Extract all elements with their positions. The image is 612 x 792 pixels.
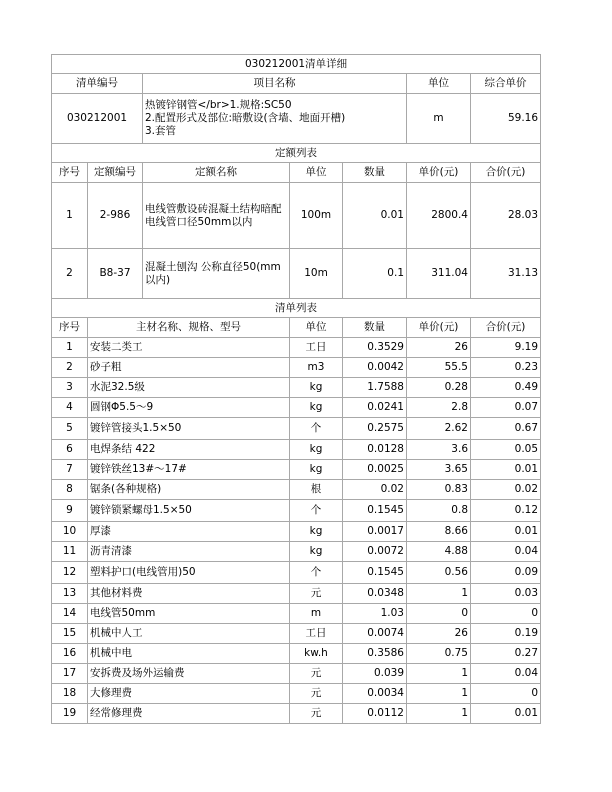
material-unit-price: 1 [407,704,471,724]
material-row [52,584,541,604]
material-row [52,398,541,418]
material-total: 0.09 [471,562,541,584]
material-name: 锯条(各种规格) [88,480,290,500]
material-row [52,500,541,522]
material-header-qty: 数量 [343,318,407,338]
material-unit-price: 1 [407,664,471,684]
material-seq: 18 [52,684,88,704]
material-row [52,604,541,624]
material-name: 机械中人工 [88,624,290,644]
material-unit: m3 [290,358,343,378]
material-total: 0.04 [471,664,541,684]
item-description [143,94,407,144]
material-qty: 1.7588 [343,378,407,398]
material-unit: 个 [290,562,343,584]
material-qty: 0.0241 [343,398,407,418]
material-total: 0.01 [471,522,541,542]
material-unit: 元 [290,664,343,684]
table-title: 030212001清单详细 [52,55,541,74]
material-qty: 0.0034 [343,684,407,704]
material-total: 0 [471,604,541,624]
material-seq: 9 [52,500,88,522]
material-seq: 17 [52,664,88,684]
material-total: 0.01 [471,704,541,724]
material-seq: 3 [52,378,88,398]
quota-unit-price: 2800.4 [407,183,471,249]
material-seq: 1 [52,338,88,358]
material-total: 0.49 [471,378,541,398]
material-unit: kg [290,440,343,460]
material-unit-price: 3.6 [407,440,471,460]
material-total: 0.02 [471,480,541,500]
material-row [52,522,541,542]
quota-total: 28.03 [471,183,541,249]
material-name: 镀锌管接头1.5×50 [88,418,290,440]
material-total: 0.23 [471,358,541,378]
material-unit-price: 4.88 [407,542,471,562]
material-qty: 0.0017 [343,522,407,542]
material-row [52,460,541,480]
material-name: 电焊条结 422 [88,440,290,460]
material-unit-price: 55.5 [407,358,471,378]
material-qty: 0.0348 [343,584,407,604]
material-qty: 0.0112 [343,704,407,724]
material-name: 其他材料费 [88,584,290,604]
material-unit-price: 0.56 [407,562,471,584]
material-total: 0.05 [471,440,541,460]
material-row [52,704,541,724]
material-header-total: 合价(元) [471,318,541,338]
material-name: 电线管50mm [88,604,290,624]
material-seq: 7 [52,460,88,480]
material-unit: kg [290,542,343,562]
material-unit-price: 1 [407,684,471,704]
material-unit-price: 0.28 [407,378,471,398]
material-seq: 11 [52,542,88,562]
material-unit: 根 [290,480,343,500]
material-seq: 4 [52,398,88,418]
material-name: 经常修理费 [88,704,290,724]
material-row [52,664,541,684]
material-seq: 12 [52,562,88,584]
material-qty: 0.0072 [343,542,407,562]
quota-qty: 0.01 [343,183,407,249]
material-total: 9.19 [471,338,541,358]
quota-unit-price: 311.04 [407,249,471,299]
material-unit: kw.h [290,644,343,664]
bill-code: 030212001 [52,94,143,144]
material-unit: 元 [290,584,343,604]
quota-row [52,183,541,249]
material-seq: 16 [52,644,88,664]
material-seq: 8 [52,480,88,500]
material-total: 0.01 [471,460,541,480]
material-name: 砂子粗 [88,358,290,378]
material-unit: 工日 [290,338,343,358]
quota-qty: 0.1 [343,249,407,299]
material-total: 0.03 [471,584,541,604]
quota-header-qty: 数量 [343,163,407,183]
material-header-unit-price: 单价(元) [407,318,471,338]
material-row [52,358,541,378]
material-name: 镀锌铁丝13#～17# [88,460,290,480]
material-unit: kg [290,522,343,542]
material-row [52,480,541,500]
header-bill-code: 清单编号 [52,74,143,94]
material-seq: 19 [52,704,88,724]
material-unit: kg [290,460,343,480]
quota-unit: 10m [290,249,343,299]
material-unit: kg [290,398,343,418]
material-row [52,684,541,704]
material-name: 安装二类工 [88,338,290,358]
material-unit-price: 0.83 [407,480,471,500]
material-seq: 10 [52,522,88,542]
material-total: 0.07 [471,398,541,418]
quota-header-name: 定额名称 [143,163,290,183]
quota-header-seq: 序号 [52,163,88,183]
material-qty: 0.3586 [343,644,407,664]
material-seq: 14 [52,604,88,624]
material-qty: 0.3529 [343,338,407,358]
material-section-title: 清单列表 [52,299,541,318]
material-unit-price: 2.62 [407,418,471,440]
quota-header-unit: 单位 [290,163,343,183]
header-unit-price: 综合单价 [471,74,541,94]
bill-unit-price: 59.16 [471,94,541,144]
material-total: 0.27 [471,644,541,664]
quota-code: 2-986 [88,183,143,249]
material-total: 0.67 [471,418,541,440]
material-header-name: 主材名称、规格、型号 [88,318,290,338]
material-row [52,624,541,644]
item-description-line: 热镀锌钢管</br>1.规格:SC50 [145,99,292,111]
bill-detail-table [51,54,541,724]
material-row [52,378,541,398]
material-qty: 0.0128 [343,440,407,460]
material-qty: 0.039 [343,664,407,684]
material-unit-price: 3.65 [407,460,471,480]
material-name: 镀锌锁紧螺母1.5×50 [88,500,290,522]
quota-row [52,249,541,299]
material-name: 水泥32.5级 [88,378,290,398]
material-row [52,562,541,584]
material-row [52,440,541,460]
material-header-seq: 序号 [52,318,88,338]
quota-section-title: 定额列表 [52,144,541,163]
material-total: 0.12 [471,500,541,522]
material-seq: 6 [52,440,88,460]
quota-name: 混凝土刨沟 公称直径50(mm以内) [143,249,290,299]
material-row [52,418,541,440]
material-qty: 1.03 [343,604,407,624]
material-qty: 0.1545 [343,500,407,522]
quota-total: 31.13 [471,249,541,299]
material-unit-price: 26 [407,624,471,644]
material-name: 大修理费 [88,684,290,704]
material-total: 0.04 [471,542,541,562]
material-row [52,542,541,562]
quota-name: 电线管敷设砖混凝土结构暗配电线管口径50mm以内 [143,183,290,249]
quota-header-unit-price: 单价(元) [407,163,471,183]
material-name: 机械中电 [88,644,290,664]
material-seq: 2 [52,358,88,378]
material-unit-price: 26 [407,338,471,358]
material-unit-price: 0.75 [407,644,471,664]
item-description-line: 2.配置形式及部位:暗敷设(含墙、地面开槽) [145,112,346,124]
material-seq: 13 [52,584,88,604]
material-name: 塑料护口(电线管用)50 [88,562,290,584]
material-unit-price: 0.8 [407,500,471,522]
quota-code: B8-37 [88,249,143,299]
material-unit: 个 [290,500,343,522]
material-total: 0 [471,684,541,704]
material-qty: 0.1545 [343,562,407,584]
header-item-name: 项目名称 [143,74,407,94]
material-unit: kg [290,378,343,398]
material-qty: 0.02 [343,480,407,500]
item-description-line: 3.套管 [145,125,177,137]
material-row [52,338,541,358]
header-unit: 单位 [407,74,471,94]
material-name: 圆钢Φ5.5～9 [88,398,290,418]
material-unit-price: 0 [407,604,471,624]
material-unit: 工日 [290,624,343,644]
material-row [52,644,541,664]
material-qty: 0.0025 [343,460,407,480]
quota-seq: 2 [52,249,88,299]
material-qty: 0.0074 [343,624,407,644]
material-unit: 元 [290,704,343,724]
material-unit-price: 8.66 [407,522,471,542]
material-qty: 0.0042 [343,358,407,378]
material-seq: 5 [52,418,88,440]
material-unit-price: 1 [407,584,471,604]
material-unit: 个 [290,418,343,440]
quota-header-total: 合价(元) [471,163,541,183]
material-name: 沥青清漆 [88,542,290,562]
quota-unit: 100m [290,183,343,249]
material-header-unit: 单位 [290,318,343,338]
material-total: 0.19 [471,624,541,644]
material-unit: 元 [290,684,343,704]
material-unit: m [290,604,343,624]
material-name: 安拆费及场外运输费 [88,664,290,684]
quota-header-code: 定额编号 [88,163,143,183]
bill-unit: m [407,94,471,144]
material-qty: 0.2575 [343,418,407,440]
material-name: 厚漆 [88,522,290,542]
material-unit-price: 2.8 [407,398,471,418]
quota-seq: 1 [52,183,88,249]
material-seq: 15 [52,624,88,644]
